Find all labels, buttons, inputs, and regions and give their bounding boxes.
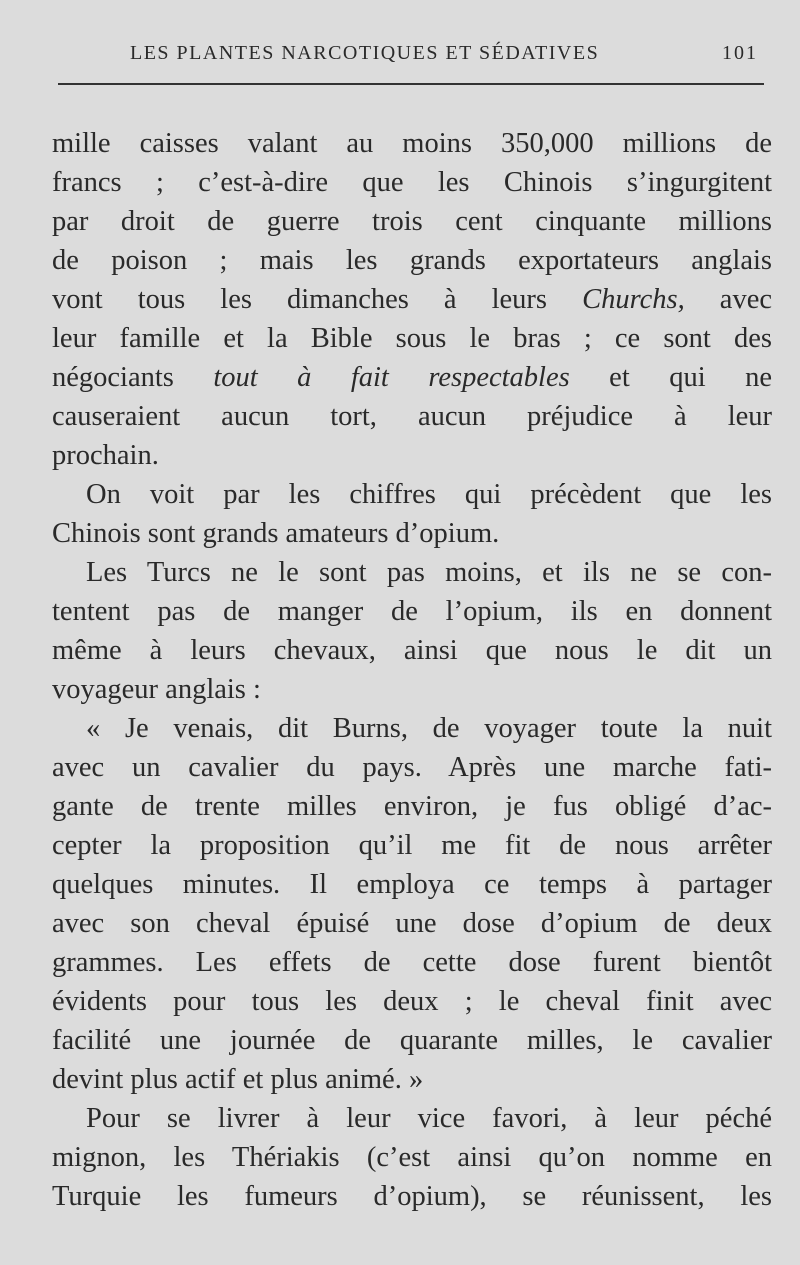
text-line: francs ; c’est-à-dire que les Chinois s’ingurgitent — [52, 167, 772, 198]
text-line: même à leurs chevaux, ainsi que nous le dit un — [52, 635, 772, 666]
text-line: prochain. — [52, 440, 159, 471]
text-line: avec son cheval épuisé une dose d’opium de deux — [52, 908, 772, 939]
text-line: causeraient aucun tort, aucun préjudice à leur — [52, 401, 772, 432]
text-line: devint plus actif et plus animé. » — [52, 1064, 424, 1095]
text-line: leur famille et la Bible sous le bras ; ce sont des — [52, 323, 772, 354]
italic-text: tout à fait respectables — [213, 362, 570, 393]
text-line: Turquie les fumeurs d’opium), se réunissent, les — [52, 1181, 772, 1212]
text-line: mille caisses valant au moins 350,000 millions de — [52, 128, 772, 159]
header-rule — [58, 83, 764, 85]
page-number: 101 — [722, 42, 758, 64]
text-line: négociants tout à fait respectables et qui ne — [52, 362, 772, 393]
text-line: « Je venais, dit Burns, de voyager toute la nuit — [86, 713, 772, 744]
text-line: mignon, les Thériakis (c’est ainsi qu’on nomme en — [52, 1142, 772, 1173]
text-line: facilité une journée de quarante milles, le cavalier — [52, 1025, 772, 1056]
running-title: LES PLANTES NARCOTIQUES ET SÉDATIVES — [130, 42, 600, 64]
text-line: avec un cavalier du pays. Après une marche fati- — [52, 752, 772, 783]
text-line: tentent pas de manger de l’opium, ils en donnent — [52, 596, 772, 627]
text-line: évidents pour tous les deux ; le cheval finit avec — [52, 986, 772, 1017]
body-text — [52, 124, 772, 1216]
page-header — [52, 42, 764, 70]
text-line: cepter la proposition qu’il me fit de nous arrêter — [52, 830, 772, 861]
text-line: On voit par les chiffres qui précèdent que les — [86, 479, 772, 510]
text-line: voyageur anglais : — [52, 674, 261, 705]
text-line: Pour se livrer à leur vice favori, à leur péché — [86, 1103, 772, 1134]
text-line: Les Turcs ne le sont pas moins, et ils ne se con- — [86, 557, 772, 588]
text-line: par droit de guerre trois cent cinquante millions — [52, 206, 772, 237]
text-line: Chinois sont grands amateurs d’opium. — [52, 518, 500, 549]
text-line: gante de trente milles environ, je fus obligé d’ac- — [52, 791, 772, 822]
text-line: quelques minutes. Il employa ce temps à partager — [52, 869, 772, 900]
text-line: grammes. Les effets de cette dose furent bientôt — [52, 947, 772, 978]
text-line: de poison ; mais les grands exportateurs anglais — [52, 245, 772, 276]
text-line: vont tous les dimanches à leurs Churchs, avec — [52, 284, 773, 315]
italic-text: Churchs, — [582, 284, 685, 315]
